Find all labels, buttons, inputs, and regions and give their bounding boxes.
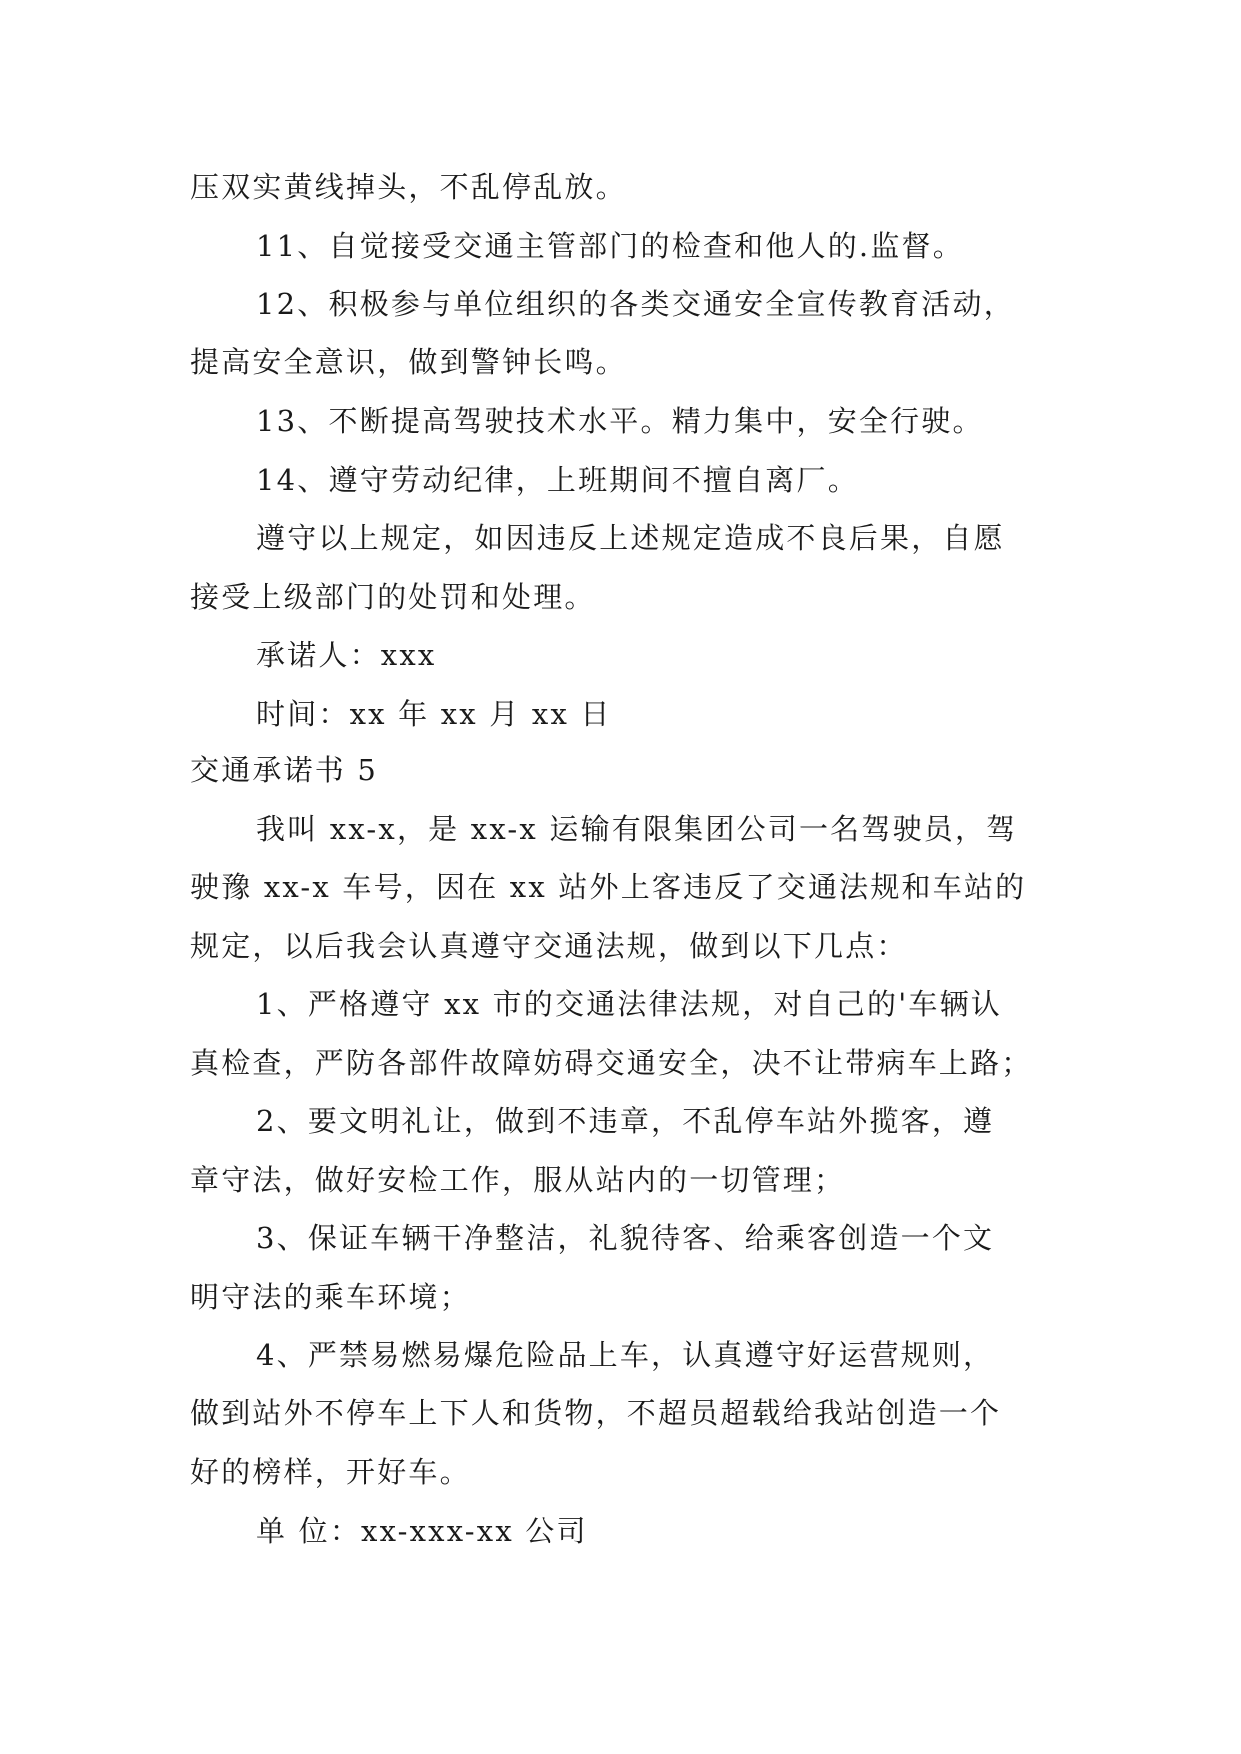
- text-line: 章守法，做好安检工作，服从站内的一切管理；: [190, 1163, 846, 1197]
- text-line: 压双实黄线掉头，不乱停乱放。: [190, 170, 627, 204]
- text-line: 14、遵守劳动纪律，上班期间不擅自离厂。: [256, 463, 859, 497]
- section-title: 交通承诺书 5: [190, 753, 379, 787]
- text-line: 4、严禁易燃易爆危险品上车，认真遵守好运营规则，: [256, 1338, 995, 1372]
- text-line: 遵守以上规定，如因违反上述规定造成不良后果，自愿: [256, 521, 1005, 555]
- text-line: 1、严格遵守 xx 市的交通法律法规，对自己的'车辆认: [256, 987, 1002, 1021]
- text-line: 12、积极参与单位组织的各类交通安全宣传教育活动，: [256, 287, 1015, 321]
- text-line: 11、自觉接受交通主管部门的检查和他人的.监督。: [256, 229, 964, 263]
- text-line: 13、不断提高驾驶技术水平。精力集中，安全行驶。: [256, 404, 984, 438]
- text-line: 好的榜样，开好车。: [190, 1455, 471, 1489]
- text-line: 真检查，严防各部件故障妨碍交通安全，决不让带病车上路；: [190, 1046, 1033, 1080]
- text-line: 规定，以后我会认真遵守交通法规，做到以下几点：: [190, 929, 908, 963]
- signature-line: 承诺人：xxx: [256, 638, 437, 672]
- text-line: 做到站外不停车上下人和货物，不超员超载给我站创造一个: [190, 1396, 1002, 1430]
- text-line: 我叫 xx-x，是 xx-x 运输有限集团公司一名驾驶员，驾: [256, 812, 1018, 846]
- text-line: 提高安全意识，做到警钟长鸣。: [190, 345, 627, 379]
- text-line: 3、保证车辆干净整洁，礼貌待客、给乘客创造一个文: [256, 1221, 995, 1255]
- company-line: 单 位：xx-xxx-xx 公司: [256, 1514, 588, 1548]
- text-line: 驶豫 xx-x 车号，因在 xx 站外上客违反了交通法规和车站的: [190, 870, 1027, 904]
- date-line: 时间：xx 年 xx 月 xx 日: [256, 697, 612, 731]
- text-line: 明守法的乘车环境；: [190, 1280, 471, 1314]
- text-line: 2、要文明礼让，做到不违章，不乱停车站外揽客，遵: [256, 1104, 995, 1138]
- text-line: 接受上级部门的处罚和处理。: [190, 580, 596, 614]
